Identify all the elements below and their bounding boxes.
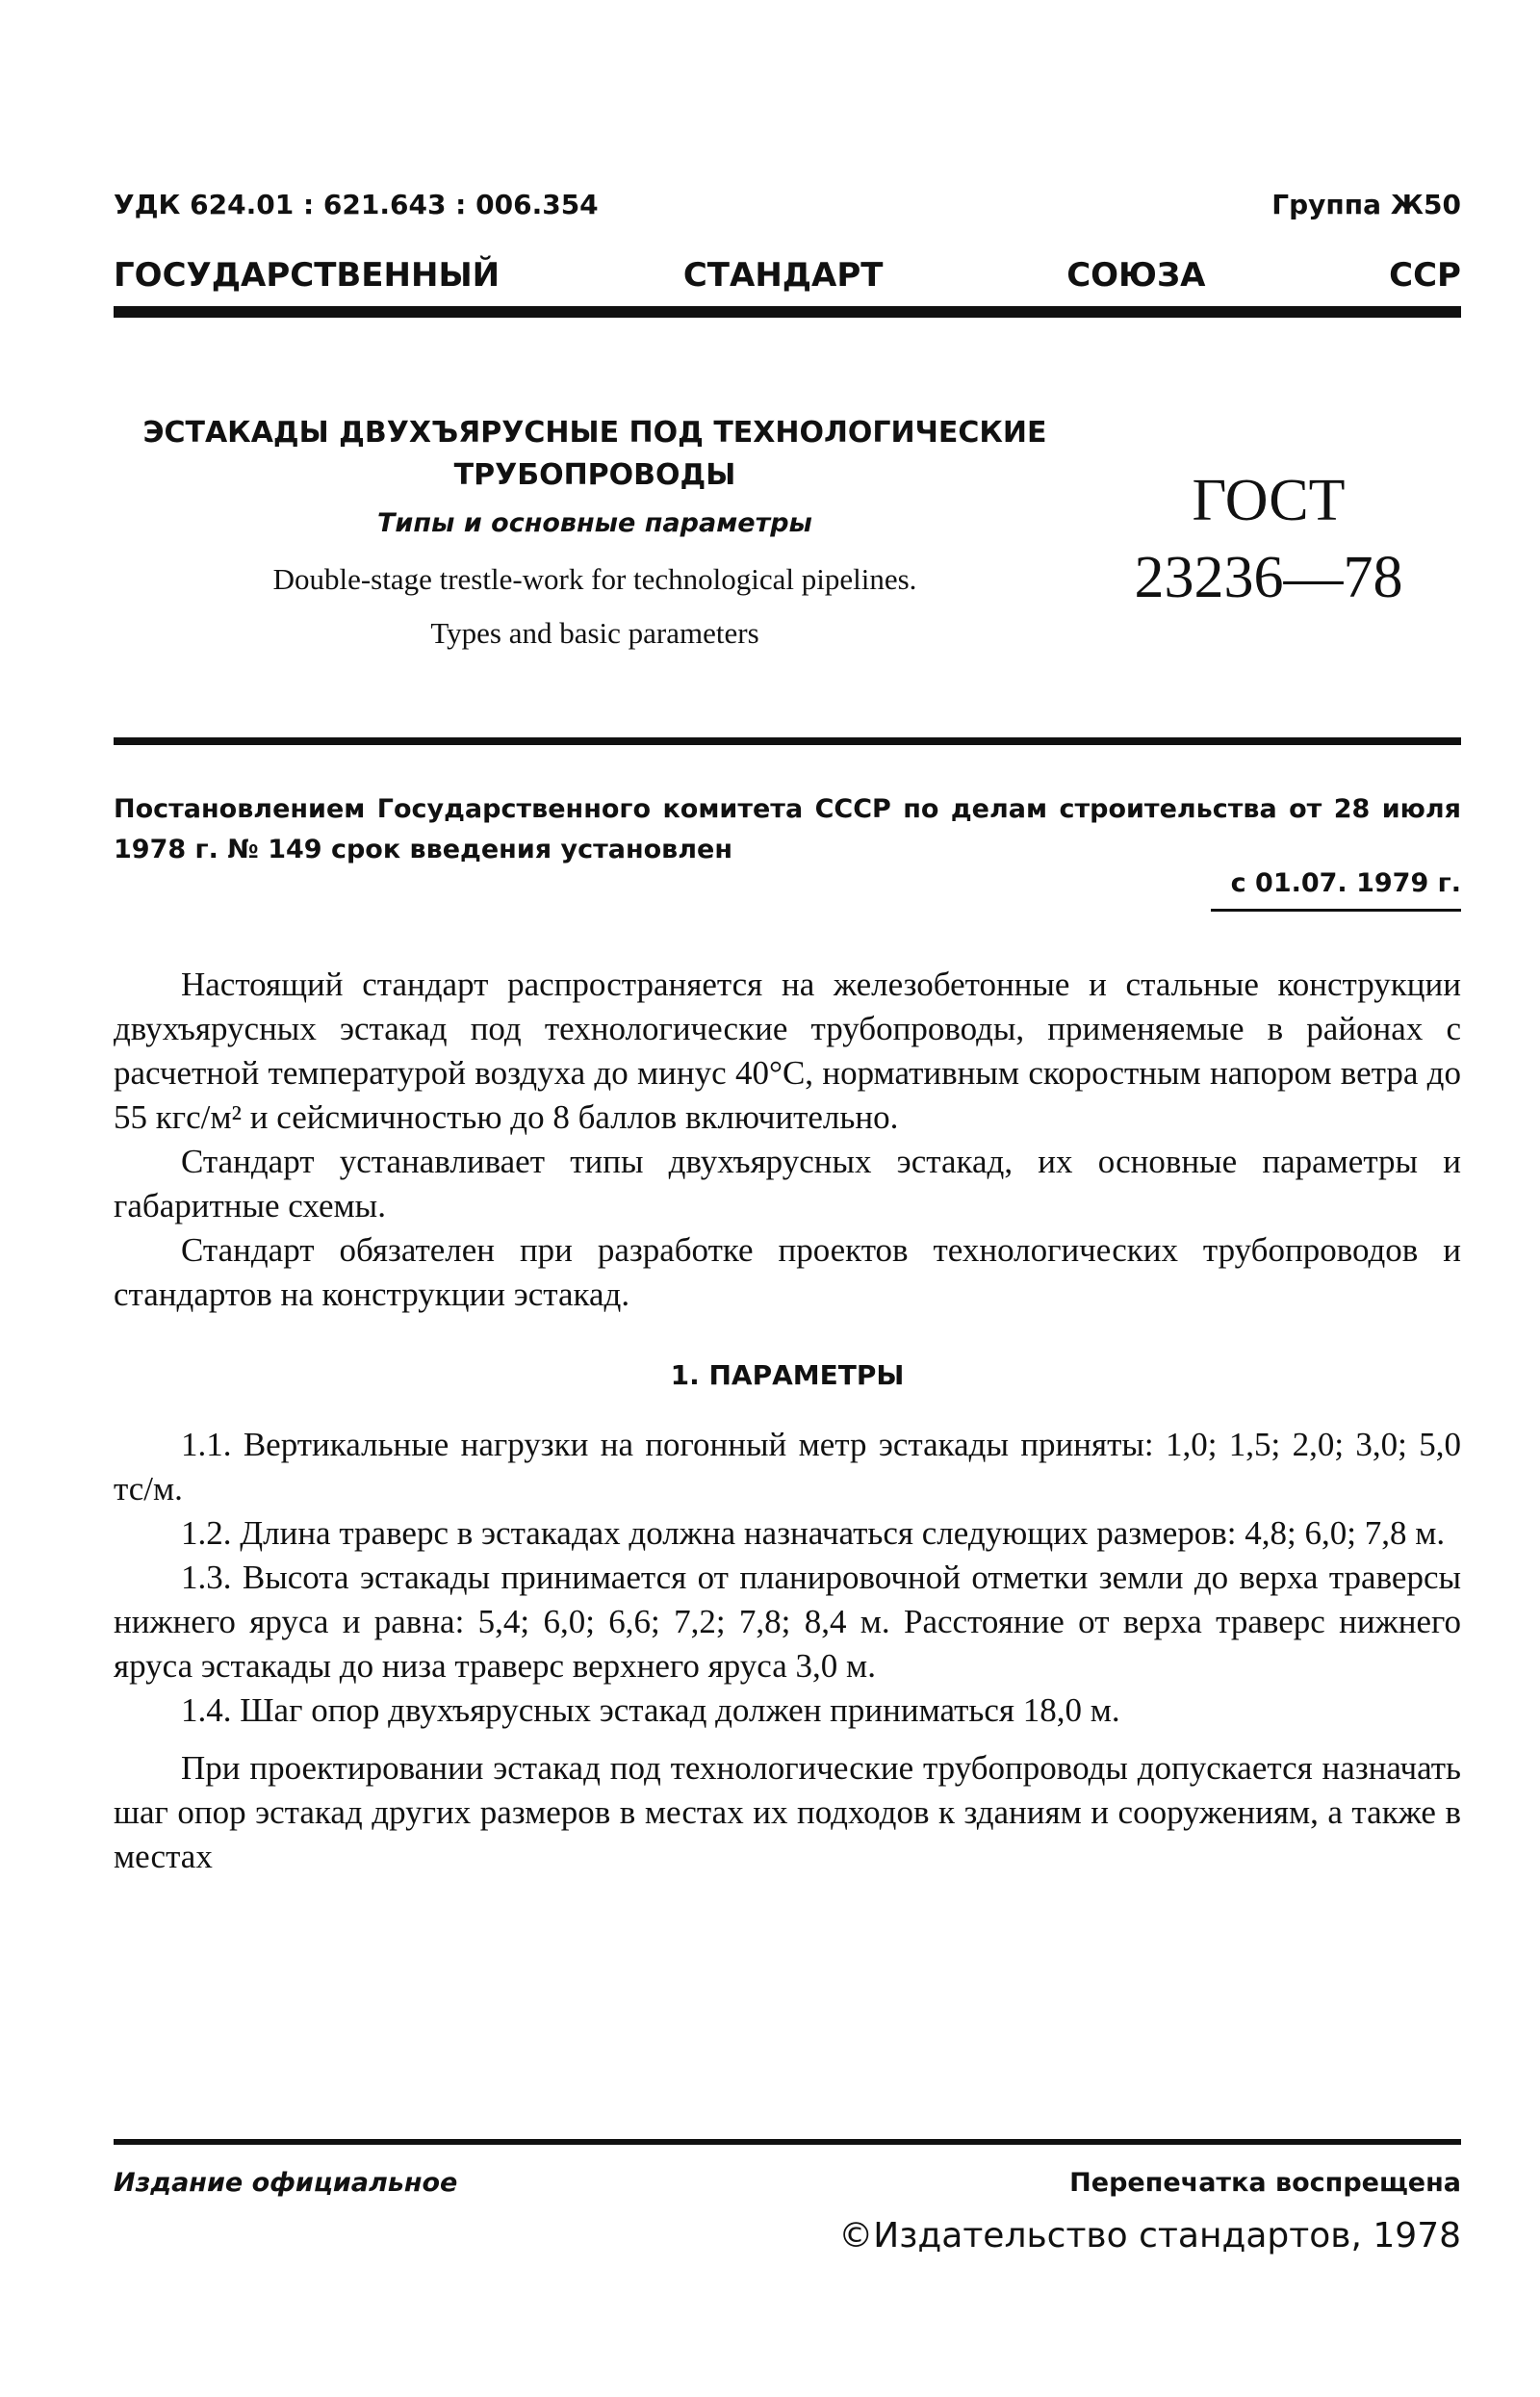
section-heading: 1. ПАРАМЕТРЫ [670, 1359, 905, 1391]
title-line-1: ЭСТАКАДЫ ДВУХЪЯРУСНЫЕ ПОД ТЕХНОЛОГИЧЕСКИЕ [142, 416, 1047, 450]
header-rule [114, 306, 1461, 318]
clause-1-2: 1.2. Длина траверс в эстакадах должна назначаться следующих размеров: 4,8; 6,0; 7,8 м. [181, 1514, 1446, 1552]
gost-label: ГОСТ [1192, 468, 1346, 533]
intro-paragraph-2: Стандарт устанавливает типы двухъярусных эстакад, их основные параметры и габаритные схемы. [114, 1143, 1461, 1224]
clause-1-3: 1.3. Высота эстакады принимается от планировочной отметки земли до верха траверсы нижнего яруса и равна: 5,4; 6,0; 6,6; 7,2; 7,8; 8,4 м. Расстояние от верха траверс нижнего яруса эстакады до низа траверс верхнего яруса 3,0 м. [114, 1559, 1461, 1685]
state-standard-banner [114, 256, 1461, 298]
english-title-line-1: Double-stage trestle-work for technological pipelines. [272, 562, 917, 596]
clause-1-4-note: При проектировании эстакад под технологические трубопроводы допускается назначать шаг опор эстакад других размеров в местах их подходов к зданиям и сооружениям, а также в местах [114, 1749, 1461, 1875]
reprint-note: Перепечатка воспрещена [1069, 2168, 1461, 2198]
intro-paragraph-1: Настоящий стандарт распространяется на железобетонные и стальные конструкции двухъярусных эстакад под технологические трубопроводы, применяемые в районах с расчетной температурой воздуха до минус 40°С, нормативным скоростным напором ветра до 55 кгс/м² и сейсмичностью до 8 баллов включительно. [114, 966, 1461, 1136]
clause-1-1: 1.1. Вертикальные нагрузки на погонный метр эстакады приняты: 1,0; 1,5; 2,0; 3,0; 5,0 тс/м. [114, 1426, 1461, 1508]
title-line-2: ТРУБОПРОВОДЫ [453, 458, 736, 492]
title-block [114, 412, 1076, 653]
gost-number: 23236—78 [1134, 545, 1403, 610]
edition-note: Издание официальное [114, 2168, 458, 2198]
effective-date: с 01.07. 1979 г. [1230, 868, 1461, 898]
document-page [114, 0, 1461, 2397]
footer-rule [114, 2139, 1461, 2145]
header-row [114, 189, 1461, 227]
udk-code: УДК 624.01 : 621.643 : 006.354 [114, 189, 599, 220]
clause-1-4: 1.4. Шаг опор двухъярусных эстакад должен приниматься 18,0 м. [181, 1691, 1120, 1729]
state-word-1: ГОСУДАРСТВЕННЫЙ [114, 256, 500, 295]
intro-paragraph-3: Стандарт обязателен при разработке проектов технологических трубопроводов и стандартов на конструкции эстакад. [114, 1231, 1461, 1313]
date-underline [1211, 909, 1461, 912]
state-word-3: СОЮЗА [1066, 256, 1206, 295]
title-rule [114, 737, 1461, 745]
state-word-4: ССР [1389, 256, 1461, 295]
group-code: Группа Ж50 [1271, 189, 1461, 220]
gost-designation [1076, 462, 1461, 616]
subtitle: Типы и основные параметры [377, 508, 812, 538]
decree-text: Постановлением Государственного комитета СССР по делам строительства от 28 июля 1978 г. № 149 срок введения установлен [114, 794, 1461, 864]
body-text [114, 963, 1461, 1879]
english-title-line-2: Types and basic parameters [430, 616, 759, 650]
state-word-2: СТАНДАРТ [682, 256, 884, 295]
copyright: ©Издательство стандартов, 1978 [838, 2216, 1461, 2255]
